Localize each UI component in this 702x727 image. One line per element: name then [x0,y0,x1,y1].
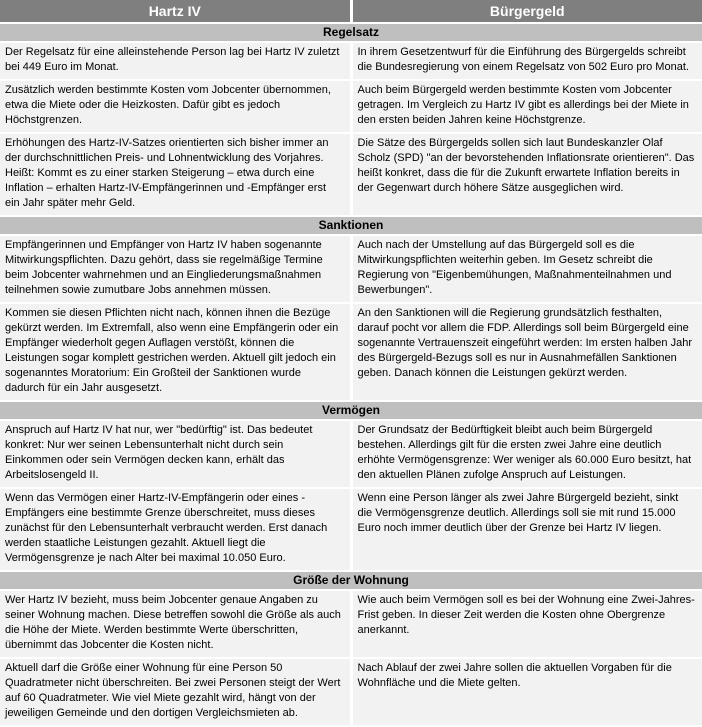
section-header-groesse-der-wohnung: Größe der Wohnung [0,572,702,589]
cell-sanktionen-hartz-1: Empfängerinnen und Empfänger von Hartz IV haben sogenannte Mitwirkungspflichten. Dazu gehört, dass sie regelmäßige Termine beim Jobcenter wahrnehmen und an Eingliederungsmaßnahmen teilnehmen sowie zumutbare Jobs annehmen müssen. [0,236,350,302]
cell-vermoegen-hartz-1: Anspruch auf Hartz IV hat nur, wer "bedürftig" ist. Das bedeutet konkret: Nur wer seinen Lebensunterhalt nicht durch sein Einkommen oder sein Vermögen decken kann, erhält das Arbeitslosengeld II. [0,421,350,487]
table-row [0,134,702,215]
cell-regelsatz-buerger-3: Die Sätze des Bürgergelds sollen sich laut Bundeskanzler Olaf Scholz (SPD) "an der bevorstehenden Inflationsrate orientieren". Das heißt konkret, dass die für die Zukunft erwartete Inflation bereits in der Gegenwart durch höhere Sätze ausgeglichen wird. [353,134,702,215]
cell-sanktionen-hartz-2: Kommen sie diesen Pflichten nicht nach, können ihnen die Bezüge gekürzt werden. Im Extremfall, also wenn eine Empfängerin oder ein Empfänger wiederholt gegen Auflagen verstößt, können die Leistungen sogar komplett gestrichen werden. Aktuell gilt jedoch ein sogenanntes Moratorium: Ein Großteil der Sanktionen wurde dadurch für ein Jahr ausgesetzt. [0,304,350,400]
cell-wohnung-hartz-1: Wer Hartz IV bezieht, muss beim Jobcenter genaue Angaben zu seiner Wohnung machen. Diese betreffen sowohl die Größe als auch die Höhe der Miete. Werden bestimmte Werte überschritten, übernimmt das Jobcenter die Kosten nicht. [0,591,350,657]
table-row [0,43,702,79]
section-header-regelsatz: Regelsatz [0,24,702,41]
cell-sanktionen-buerger-1: Auch nach der Umstellung auf das Bürgergeld soll es die Mitwirkungspflichten weiterhin geben. Im Gesetz schreibt die Regierung von "Eigenbemühungen, Maßnahmenteilnahmen und Bewerbungen". [353,236,702,302]
column-header-row [0,0,702,22]
cell-regelsatz-buerger-1: In ihrem Gesetzentwurf für die Einführung des Bürgergelds schreibt die Bundesregierung von einem Regelsatz von 502 Euro pro Monat. [353,43,702,79]
cell-vermoegen-buerger-2: Wenn eine Person länger als zwei Jahre Bürgergeld bezieht, sinkt die Vermögensgrenze deutlich. Allerdings soll sie mit rund 15.000 Euro noch immer deutlich über der Grenze bei Hartz IV liegen. [353,489,702,570]
table-row [0,304,702,400]
table-row [0,659,702,725]
table-row [0,489,702,570]
table-row [0,591,702,657]
cell-regelsatz-buerger-2: Auch beim Bürgergeld werden bestimmte Kosten vom Jobcenter getragen. Im Vergleich zu Hartz IV gibt es allerdings bei der Miete in den ersten beiden Jahren keine Höchstgrenze. [353,81,702,132]
cell-wohnung-buerger-2: Nach Ablauf der zwei Jahre sollen die aktuellen Vorgaben für die Wohnfläche und die Miete gelten. [353,659,702,725]
column-header-hartz-iv: Hartz IV [0,0,350,22]
cell-sanktionen-buerger-2: An den Sanktionen will die Regierung grundsätzlich festhalten, darauf pocht vor allem die FDP. Allerdings soll beim Bürgergeld eine sogenannte Vertrauenszeit eingeführt werden: Im ersten halben Jahr des Bürgergeld-Bezugs soll es nur in Ausnahmefällen Sanktionen geben. Danach können die Leistungen gekürzt werden. [353,304,702,400]
section-header-sanktionen: Sanktionen [0,217,702,234]
cell-wohnung-hartz-2: Aktuell darf die Größe einer Wohnung für eine Person 50 Quadratmeter nicht überschreiten. Bei zwei Personen steigt der Wert auf 60 Quadratmeter. Wie viel Miete gezahlt wird, hängt von der jeweiligen Gemeinde und den dortigen Vergleichsmieten ab. [0,659,350,725]
cell-regelsatz-hartz-1: Der Regelsatz für eine alleinstehende Person lag bei Hartz IV zuletzt bei 449 Euro im Monat. [0,43,350,79]
cell-regelsatz-hartz-2: Zusätzlich werden bestimmte Kosten vom Jobcenter übernommen, etwa die Miete oder die Heizkosten. Dafür gibt es jedoch Höchstgrenzen. [0,81,350,132]
cell-regelsatz-hartz-3: Erhöhungen des Hartz-IV-Satzes orientierten sich bisher immer an der durchschnittlichen Preis- und Lohnentwicklung des Vorjahres. Heißt: Kommt es zu einer starken Steigerung – etwa durch eine Inflation – erhalten Hartz-IV-Empfängerinnen und -Empfänger erst ein Jahr später mehr Geld. [0,134,350,215]
section-header-vermoegen: Vermögen [0,402,702,419]
cell-vermoegen-buerger-1: Der Grundsatz der Bedürftigkeit bleibt auch beim Bürgergeld bestehen. Allerdings gilt für die ersten zwei Jahre eine deutlich erhöhte Vermögensgrenze: Wer weniger als 60.000 Euro besitzt, hat den aktuellen Plänen zufolge Anspruch auf Leistungen. [353,421,702,487]
table-row [0,421,702,487]
column-header-buergergeld: Bürgergeld [353,0,702,22]
cell-wohnung-buerger-1: Wie auch beim Vermögen soll es bei der Wohnung eine Zwei-Jahres-Frist geben. In dieser Zeit werden die Kosten ohne Obergrenze anerkannt. [353,591,702,657]
table-row [0,81,702,132]
table-row [0,236,702,302]
cell-vermoegen-hartz-2: Wenn das Vermögen einer Hartz-IV-Empfängerin oder eines -Empfängers eine bestimmte Grenze überschreitet, muss dieses zunächst für den Lebensunterhalt verbraucht werden. Erst danach werden staatliche Leistungen gezahlt. Aktuell liegt die Vermögensgrenze je nach Alter bei maximal 10.050 Euro. [0,489,350,570]
